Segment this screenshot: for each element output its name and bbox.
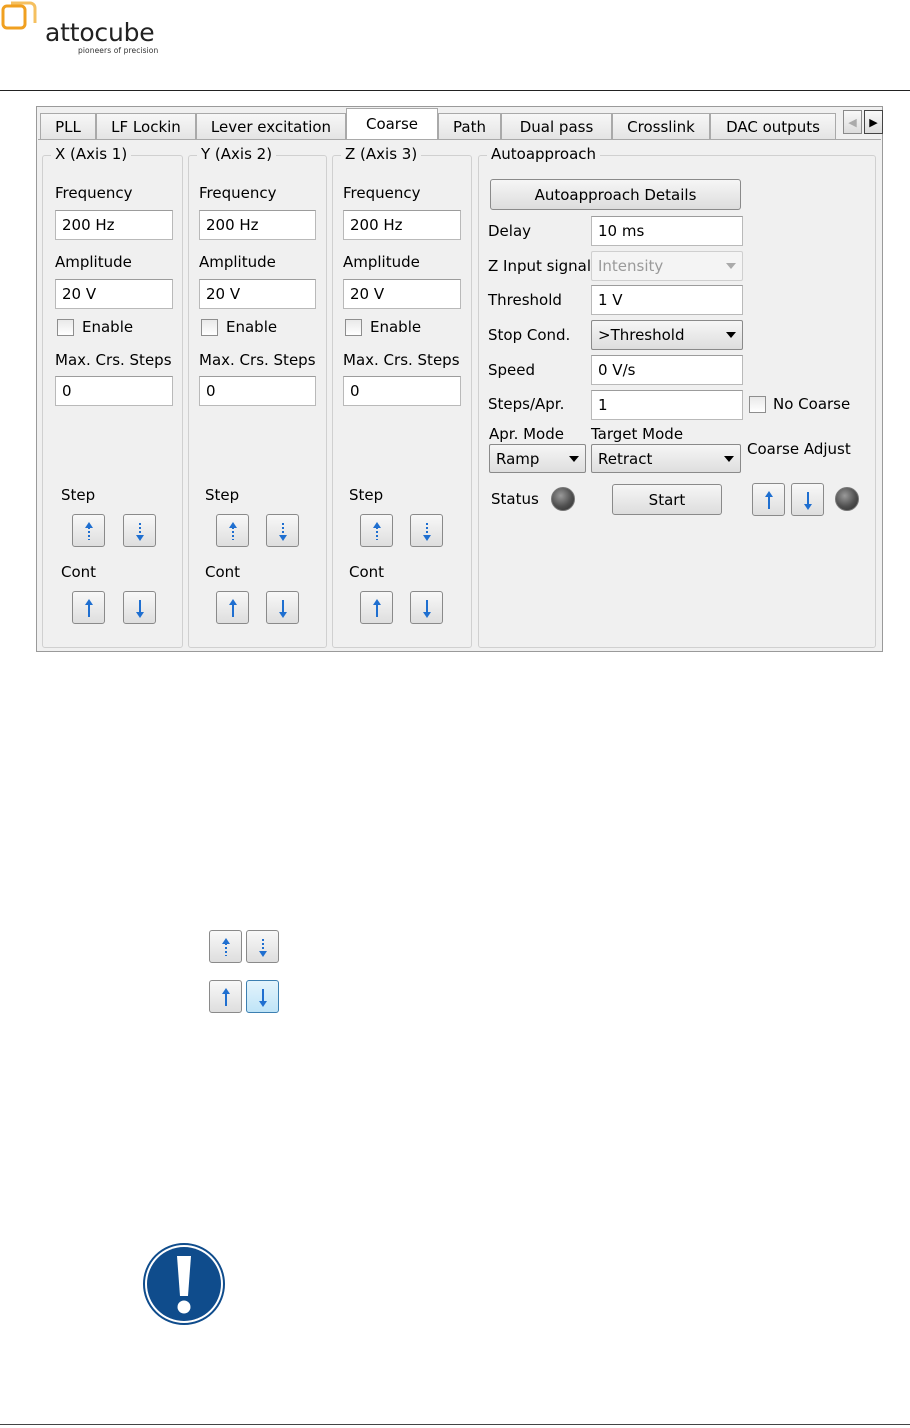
autoapproach-title: Autoapproach (487, 145, 600, 163)
stop-cond-value: >Threshold (598, 326, 685, 344)
step-up-icon (210, 931, 243, 964)
axis-z-frequency-label: Frequency (343, 184, 421, 202)
step-down-icon (267, 515, 300, 548)
cont-down-icon (124, 592, 157, 625)
cont-up-icon (217, 592, 250, 625)
stop-cond-select[interactable] (591, 320, 743, 350)
legend-step-down-button (246, 930, 279, 963)
tab-scroll-left-icon[interactable]: ◀ (843, 110, 862, 134)
axis-y-frequency-input[interactable]: 200 Hz (199, 210, 316, 240)
axis-z-step-label: Step (349, 486, 384, 504)
z-input-signal-value: Intensity (598, 257, 664, 275)
tab-lever-excitation[interactable]: Lever excitation (196, 113, 346, 139)
axis-x-max-steps-label: Max. Crs. Steps (55, 351, 172, 369)
tab-scroll-buttons (843, 110, 883, 134)
axis-x-amplitude-input[interactable]: 20 V (55, 279, 173, 309)
step-up-icon (73, 515, 106, 548)
stop-cond-label: Stop Cond. (488, 326, 571, 344)
cont-down-icon (792, 484, 825, 517)
axis-z-step-down-button[interactable] (410, 514, 443, 547)
axis-y-amplitude-input[interactable]: 20 V (199, 279, 316, 309)
steps-per-approach-input[interactable]: 1 (591, 390, 743, 420)
target-mode-select[interactable] (591, 444, 741, 473)
tab-bar (37, 107, 882, 139)
coarse-adjust-label: Coarse Adjust (747, 440, 851, 458)
axis-x-enable-label: Enable (82, 318, 134, 336)
apr-mode-value: Ramp (496, 449, 540, 468)
axis-x-cont-up-button[interactable] (72, 591, 105, 624)
status-label: Status (491, 490, 539, 508)
axis-x-frequency-input[interactable]: 200 Hz (55, 210, 173, 240)
legend-step-up-button (209, 930, 242, 963)
brand-name: attocube (45, 18, 155, 47)
axis-y-max-steps-input[interactable]: 0 (199, 376, 316, 406)
chevron-down-icon (569, 456, 579, 462)
tab-scroll-right-icon[interactable]: ▶ (864, 110, 883, 134)
target-mode-value: Retract (598, 449, 653, 468)
axis-y-group (188, 145, 327, 648)
tab-pll[interactable]: PLL (40, 113, 96, 139)
threshold-label: Threshold (488, 291, 562, 309)
footer-divider (0, 1424, 910, 1425)
z-input-signal-label: Z Input signal (488, 257, 592, 275)
threshold-input[interactable]: 1 V (591, 285, 743, 315)
apr-mode-select[interactable] (489, 444, 586, 473)
axis-z-step-up-button[interactable] (360, 514, 393, 547)
tab-crosslink[interactable]: Crosslink (612, 113, 710, 139)
axis-y-enable-label: Enable (226, 318, 278, 336)
autoapproach-group (478, 145, 876, 648)
chevron-down-icon (726, 332, 736, 338)
step-down-icon (411, 515, 444, 548)
speed-input[interactable]: 0 V/s (591, 355, 743, 385)
apr-mode-label: Apr. Mode (489, 425, 564, 443)
cont-down-icon (247, 981, 280, 1014)
exclamation-icon (142, 1242, 226, 1326)
no-coarse-checkbox[interactable] (749, 396, 766, 413)
axis-z-max-steps-input[interactable]: 0 (343, 376, 461, 406)
axis-x-step-up-button[interactable] (72, 514, 105, 547)
axis-y-enable-checkbox[interactable] (201, 319, 218, 336)
axis-y-cont-up-button[interactable] (216, 591, 249, 624)
attocube-logo-icon (0, 0, 42, 40)
axis-y-max-steps-label: Max. Crs. Steps (199, 351, 316, 369)
axis-z-title: Z (Axis 3) (341, 145, 421, 163)
brand-tagline: pioneers of precision (78, 46, 159, 55)
chevron-down-icon (726, 263, 736, 269)
axis-y-frequency-label: Frequency (199, 184, 277, 202)
cont-up-icon (210, 981, 243, 1014)
legend-cont-down-button-pressed (246, 980, 279, 1013)
axis-x-cont-down-button[interactable] (123, 591, 156, 624)
axis-y-title: Y (Axis 2) (197, 145, 276, 163)
axis-x-cont-label: Cont (61, 563, 97, 581)
axis-x-frequency-label: Frequency (55, 184, 133, 202)
axis-x-title: X (Axis 1) (51, 145, 131, 163)
axis-x-amplitude-label: Amplitude (55, 253, 132, 271)
coarse-adjust-led-icon (835, 487, 859, 511)
cont-down-icon (411, 592, 444, 625)
target-mode-label: Target Mode (591, 425, 684, 443)
cont-up-icon (753, 484, 786, 517)
tab-dual-pass[interactable]: Dual pass (501, 113, 612, 139)
chevron-down-icon (724, 456, 734, 462)
axis-z-cont-up-button[interactable] (360, 591, 393, 624)
start-button[interactable]: Start (612, 484, 722, 515)
axis-z-amplitude-input[interactable]: 20 V (343, 279, 461, 309)
cont-up-icon (361, 592, 394, 625)
axis-z-group (332, 145, 472, 648)
axis-y-cont-down-button[interactable] (266, 591, 299, 624)
axis-z-enable-checkbox[interactable] (345, 319, 362, 336)
speed-label: Speed (488, 361, 536, 379)
axis-z-enable-label: Enable (370, 318, 422, 336)
no-coarse-label: No Coarse (773, 395, 851, 413)
axis-z-cont-down-button[interactable] (410, 591, 443, 624)
delay-label: Delay (488, 222, 532, 240)
axis-y-step-label: Step (205, 486, 240, 504)
tab-path[interactable]: Path (438, 113, 501, 139)
axis-x-step-label: Step (61, 486, 96, 504)
axis-y-amplitude-label: Amplitude (199, 253, 276, 271)
legend-cont-up-button (209, 980, 242, 1013)
step-down-icon (124, 515, 157, 548)
coarse-adjust-down-button[interactable] (791, 483, 824, 516)
tab-coarse[interactable]: Coarse (346, 108, 438, 139)
coarse-adjust-up-button[interactable] (752, 483, 785, 516)
cont-down-icon (267, 592, 300, 625)
coarse-settings-dialog (36, 106, 883, 652)
steps-per-approach-label: Steps/Apr. (488, 395, 565, 413)
axis-y-step-down-button[interactable] (266, 514, 299, 547)
step-up-icon (361, 515, 394, 548)
axis-z-frequency-input[interactable]: 200 Hz (343, 210, 461, 240)
axis-x-step-down-button[interactable] (123, 514, 156, 547)
status-led-icon (551, 487, 575, 511)
cont-up-icon (73, 592, 106, 625)
autoapproach-details-button[interactable]: Autoapproach Details (490, 179, 741, 210)
step-up-icon (217, 515, 250, 548)
step-down-icon (247, 931, 280, 964)
z-input-signal-select[interactable] (591, 251, 743, 281)
tab-dac-outputs[interactable]: DAC outputs (710, 113, 836, 139)
tab-lf-lockin[interactable]: LF Lockin (96, 113, 196, 139)
coarse-tab-page (38, 139, 881, 650)
header-divider (0, 90, 910, 91)
axis-y-cont-label: Cont (205, 563, 241, 581)
axis-x-enable-checkbox[interactable] (57, 319, 74, 336)
axis-x-max-steps-input[interactable]: 0 (55, 376, 173, 406)
axis-z-max-steps-label: Max. Crs. Steps (343, 351, 460, 369)
axis-z-amplitude-label: Amplitude (343, 253, 420, 271)
axis-z-cont-label: Cont (349, 563, 385, 581)
axis-x-group (42, 145, 183, 648)
axis-y-step-up-button[interactable] (216, 514, 249, 547)
delay-input[interactable]: 10 ms (591, 216, 743, 246)
